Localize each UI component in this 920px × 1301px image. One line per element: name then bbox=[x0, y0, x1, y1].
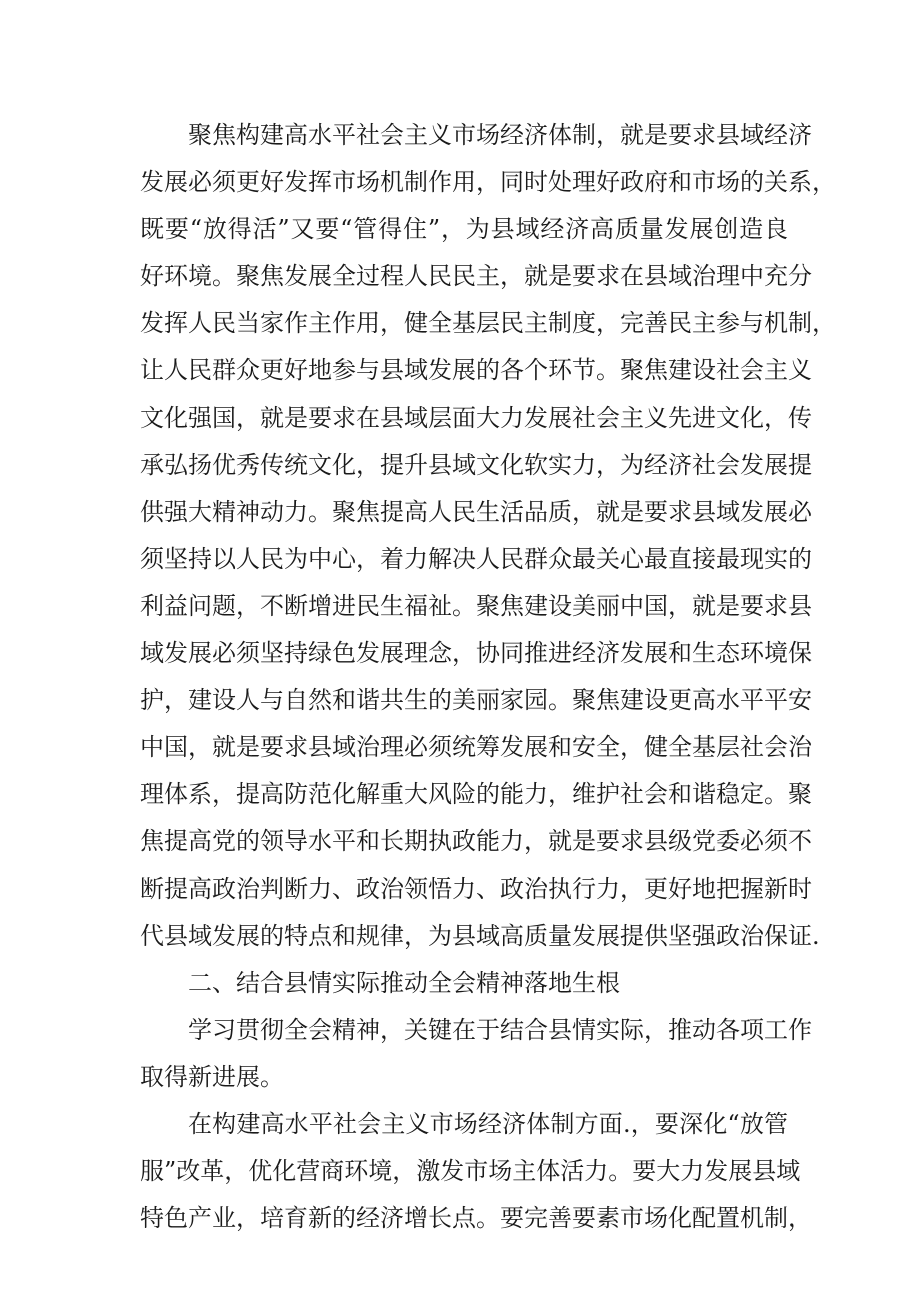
text-line: 聚焦构建高水平社会主义市场经济体制，就是要求县域经济 bbox=[188, 121, 812, 149]
text-line: 发挥人民当家作主作用，健全基层民主制度，完善民主参与机制， bbox=[140, 309, 836, 338]
heading-text: 二、结合县情实际推动全会精神落地生根 bbox=[188, 968, 620, 997]
paragraph bbox=[140, 1101, 812, 1242]
paragraph bbox=[140, 112, 836, 960]
text-line: 断提高政治判断力、政治领悟力、政治执行力，更好地把握新时 bbox=[140, 874, 812, 903]
text-line: 护，建设人与自然和谐共生的美丽家园。聚焦建设更高水平平安 bbox=[140, 686, 812, 715]
text-line: 发展必须更好发挥市场机制作用，同时处理好政府和市场的关系， bbox=[140, 168, 836, 197]
document-body bbox=[140, 112, 836, 1242]
text-line: 取得新进展。 bbox=[140, 1062, 284, 1091]
text-line: 中国，就是要求县域治理必须统筹发展和安全，健全基层社会治 bbox=[140, 733, 812, 762]
text-line: 学习贯彻全会精神，关键在于结合县情实际，推动各项工作 bbox=[188, 1015, 812, 1044]
paragraph bbox=[140, 1007, 812, 1101]
text-line: 既要“放得活”又要“管得住”，为县域经济高质量发展创造良 bbox=[140, 215, 788, 244]
text-line: 供强大精神动力。聚焦提高人民生活品质，就是要求县域发展必 bbox=[140, 497, 812, 526]
text-line: 服”改革，优化营商环境，激发市场主体活力。要大力发展县域 bbox=[140, 1157, 801, 1186]
text-line: 利益问题，不断增进民生福祉。聚焦建设美丽中国，就是要求县 bbox=[140, 591, 812, 620]
section-heading bbox=[140, 960, 788, 1007]
text-line: 焦提高党的领导水平和长期执政能力，就是要求县级党委必须不 bbox=[140, 827, 812, 856]
text-line: 让人民群众更好地参与县域发展的各个环节。聚焦建设社会主义 bbox=[140, 356, 812, 385]
text-line: 好环境。聚焦发展全过程人民民主，就是要求在县域治理中充分 bbox=[140, 262, 812, 291]
text-line: 承弘扬优秀传统文化，提升县域文化软实力，为经济社会发展提 bbox=[140, 450, 812, 479]
text-line: 须坚持以人民为中心，着力解决人民群众最关心最直接最现实的 bbox=[140, 544, 812, 573]
text-line: 在构建高水平社会主义市场经济体制方面.，要深化“放管 bbox=[188, 1109, 788, 1138]
text-line: 特色产业，培育新的经济增长点。要完善要素市场化配置机制， bbox=[140, 1204, 812, 1233]
text-line: 文化强国，就是要求在县域层面大力发展社会主义先进文化，传 bbox=[140, 403, 812, 432]
text-line: 理体系，提高防范化解重大风险的能力，维护社会和谐稳定。聚 bbox=[140, 780, 812, 809]
text-line: 域发展必须坚持绿色发展理念，协同推进经济发展和生态环境保 bbox=[140, 639, 812, 668]
text-line: 代县域发展的特点和规律，为县域高质量发展提供坚强政治保证. bbox=[140, 921, 820, 950]
